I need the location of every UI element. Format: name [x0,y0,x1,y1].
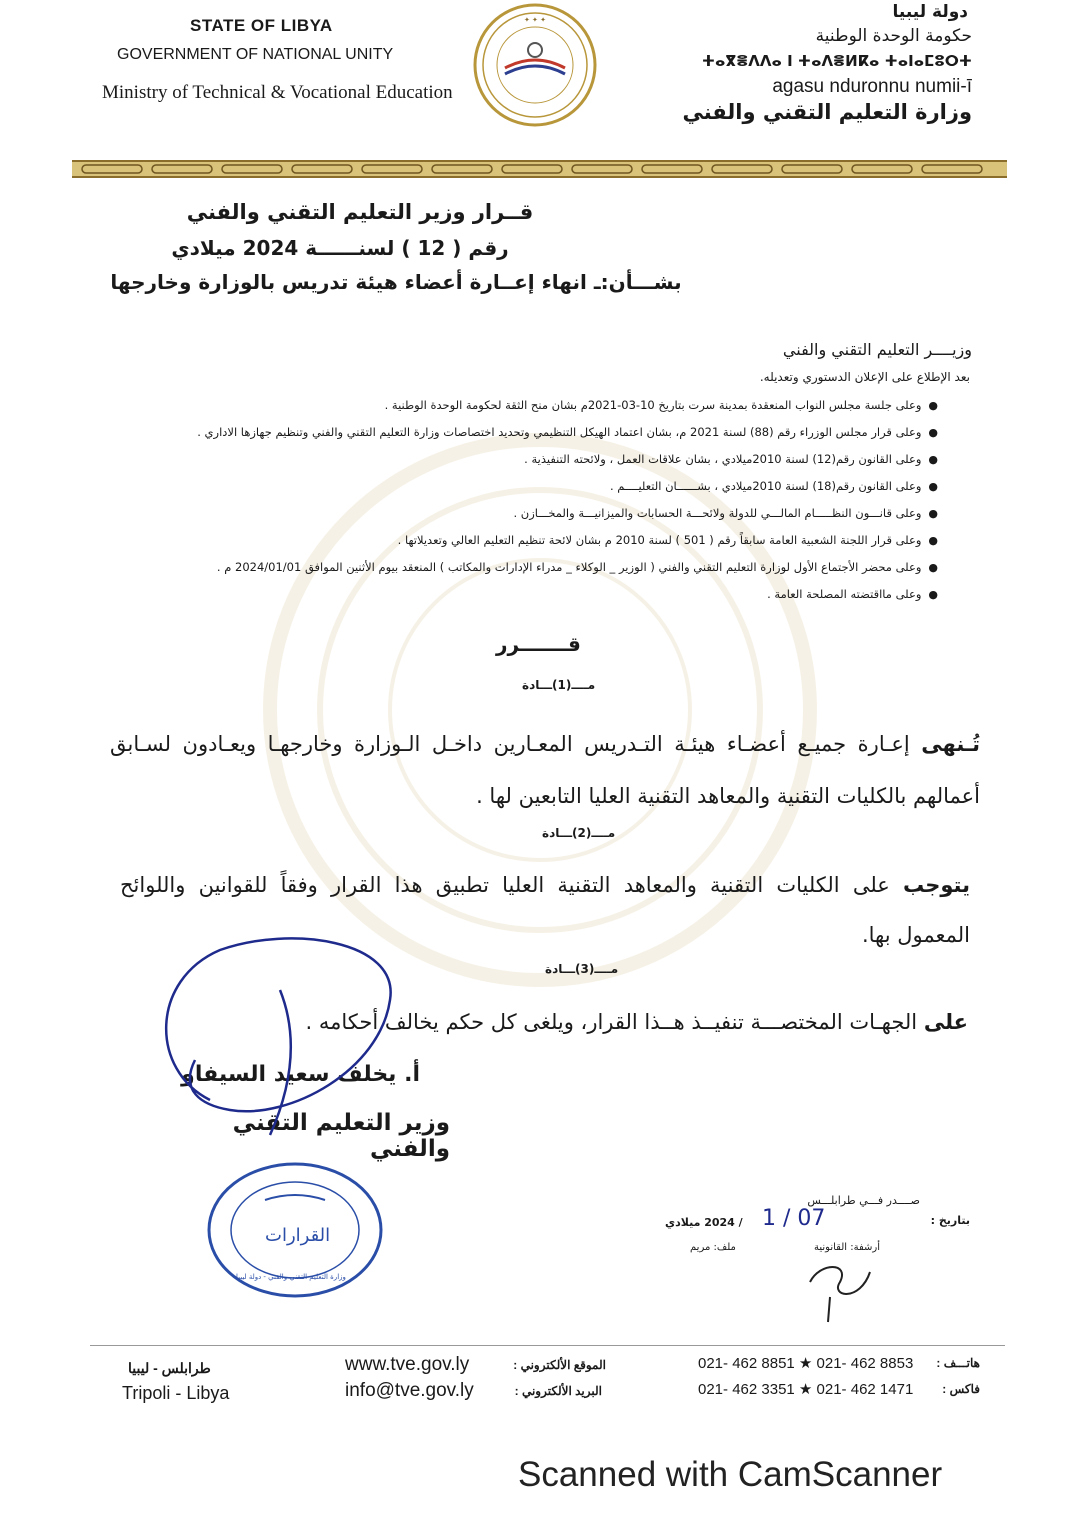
article-1-heading: مــــ(1)ـــادة [522,678,596,692]
preamble-intro: بعد الإطلاع على الإعلان الدستوري وتعديله. [759,370,970,384]
article-3-text: على الجهـات المختصـــة تنفيــذ هــذا القرار، ويلغى كل حكم يخالف أحكامه . [305,1010,968,1034]
issue-date-label: بتاريخ : [930,1214,970,1227]
header-government-en: GOVERNMENT OF NATIONAL UNITY [117,46,394,63]
preamble-minister: وزيــــر التعليم التقني والفني [782,340,972,359]
header-ministry-ar: وزارة التعليم التقني والفني [682,100,972,124]
issue-date-value: 1 / 07 [762,1206,826,1231]
preamble-list [138,398,938,614]
footer-website: www.tve.gov.ly [345,1354,470,1375]
decision-heading: قـــــــرر [496,632,581,656]
footer-city-ar: طرابلس - ليبيا [128,1360,211,1376]
preamble-item: ● وعلى مااقتضته المصلحة العامة . [767,587,938,601]
scanner-watermark-text: Scanned with CamScanner [518,1455,943,1494]
footer-phones: 021- 462 8851 ★ 021- 462 8853 [698,1355,914,1372]
decision-subject: بشـــأن:ـ انهاء إعــارة أعضاء هيئة تدريس بالوزارة وخارجها [110,270,682,294]
header-amazigh-latin: agasu nduronnu numii-ī [772,76,972,97]
bullet-icon: ● [921,453,938,466]
header-government-ar: حكومة الوحدة الوطنية [815,26,972,46]
preamble-item: ● وعلى القانون رقم(18) لسنة 2010ميلادي ، بشــــــان التعليــــم . [610,479,938,493]
bullet-icon: ● [921,534,938,547]
footer-faxes: 021- 462 3351 ★ 021- 462 1471 [698,1381,914,1398]
decision-number: رقم ( 12 ) لسنــــــة 2024 ميلادي [171,236,509,260]
bullet-icon: ● [921,399,938,412]
bullet-icon: ● [921,507,938,520]
footer-website-label: الموقع الألكتروني : [513,1358,606,1372]
footer-email: info@tve.gov.ly [345,1380,474,1401]
footer-city-en: Tripoli - Libya [122,1383,230,1403]
signatory-name: أ. يخلف سعيد السيفاو [181,1062,420,1087]
decision-title: قــرار وزير التعليم التقني والفني [186,200,534,224]
svg-text:✦ ✦ ✦: ✦ ✦ ✦ [523,16,547,24]
header-state-en: STATE OF LIBYA [190,16,333,35]
footer-divider [90,1345,1005,1346]
article-1-lead: تُـنهى [921,732,980,756]
bullet-icon: ● [921,561,938,574]
initials-signature-icon [800,1252,880,1327]
preamble-item: ● وعلى محضر الأجتماع الأول لوزارة التعليم التقني والفني ( الوزير _ الوكلاء _ مدراء الإدارات والمكاتب ) المنعقد بيوم الأثنين الموافق 2024/01/01 م . [216,560,938,574]
header-tifinagh: ⵜⴰⴳⴻⴷⴷⴰ ⵏ ⵜⴰⴷⴻⵍⴽⴰ ⵜⴰⵏⴰⵎⵓⵔⵜ [701,52,972,70]
article-1-text: تُـنهى إعـارة جميـع أعضـاء هيئـة التـدريس المعـارين داخـل الـوزارة وخارجهـا ويعـادون لسـابق أعمالهم بالكليات التقنية والمعاهد التقنية العليا التابعين لها . [110,732,980,808]
article-2-lead: يتوجب [903,873,970,897]
article-2-text: يتوجب على الكليات التقنية والمعاهد التقنية العليا تطبيق هذا القرار وفقاً للقوانين واللوائح المعمول بها. [120,873,970,947]
bullet-icon: ● [921,588,938,601]
decorative-gold-band [72,158,1007,180]
preamble-item: ● وعلى قانـــون النظـــــام المالـــي للدولة ولائحـــة الحسابات والميزانيـــة والمخـــازن . [513,506,938,520]
issue-place: صــــدر فـــي طرابلـــس [807,1194,920,1207]
bullet-icon: ● [921,480,938,493]
footer-fax-label: فاكس : [942,1382,980,1396]
stamp-ring-text: وزارة التعليم التقني والفني - دولة ليبيا [236,1273,346,1281]
stamp-label: القرارات [265,1225,331,1246]
article-3-lead: على [923,1010,968,1034]
preamble-item: ● وعلى جلسة مجلس النواب المنعقدة بمدينة سرت بتاريخ 10-03-2021م بشان منح الثقة لحكومة الوحدة الوطنية . [384,398,938,412]
issue-archive: أرشفة: القانونية [814,1242,880,1253]
footer-phone-label: هاتـــف : [936,1356,980,1370]
bullet-icon: ● [921,426,938,439]
government-seal-logo [472,2,598,128]
article-3-heading: مــــ(3)ـــادة [545,962,619,976]
preamble-item: ● وعلى قرار مجلس الوزراء رقم (88) لسنة 2021 م، بشان اعتماد الهيكل التنظيمي وتحديد اختصاصات وزارة التعليم التقني والفني وتنظيم جهازها الاداري . [197,425,938,439]
footer-email-label: البريد الألكتروني : [514,1384,602,1398]
issue-file: ملف: مريم [690,1242,736,1253]
preamble-item: ● وعلى قرار اللجنة الشعبية العامة سابقاً رقم ( 501 ) لسنة 2010 م بشان لائحة تنظيم التعليم العالي وتعديلاتها . [397,533,938,547]
signatory-title: وزير التعليم التقني والفني [232,1110,450,1162]
issue-date-year: / 2024 ميلادي [665,1216,743,1229]
article-2-heading: مــــ(2)ـــادة [542,826,616,840]
header-state-ar: دولة ليبيا [892,2,968,22]
header-ministry-en: Ministry of Technical & Vocational Education [102,82,453,103]
preamble-item: ● وعلى القانون رقم(12) لسنة 2010ميلادي ، بشان علاقات العمل ، ولائحته التنفيذية . [524,452,938,466]
signature-scribble-icon [140,920,430,1150]
